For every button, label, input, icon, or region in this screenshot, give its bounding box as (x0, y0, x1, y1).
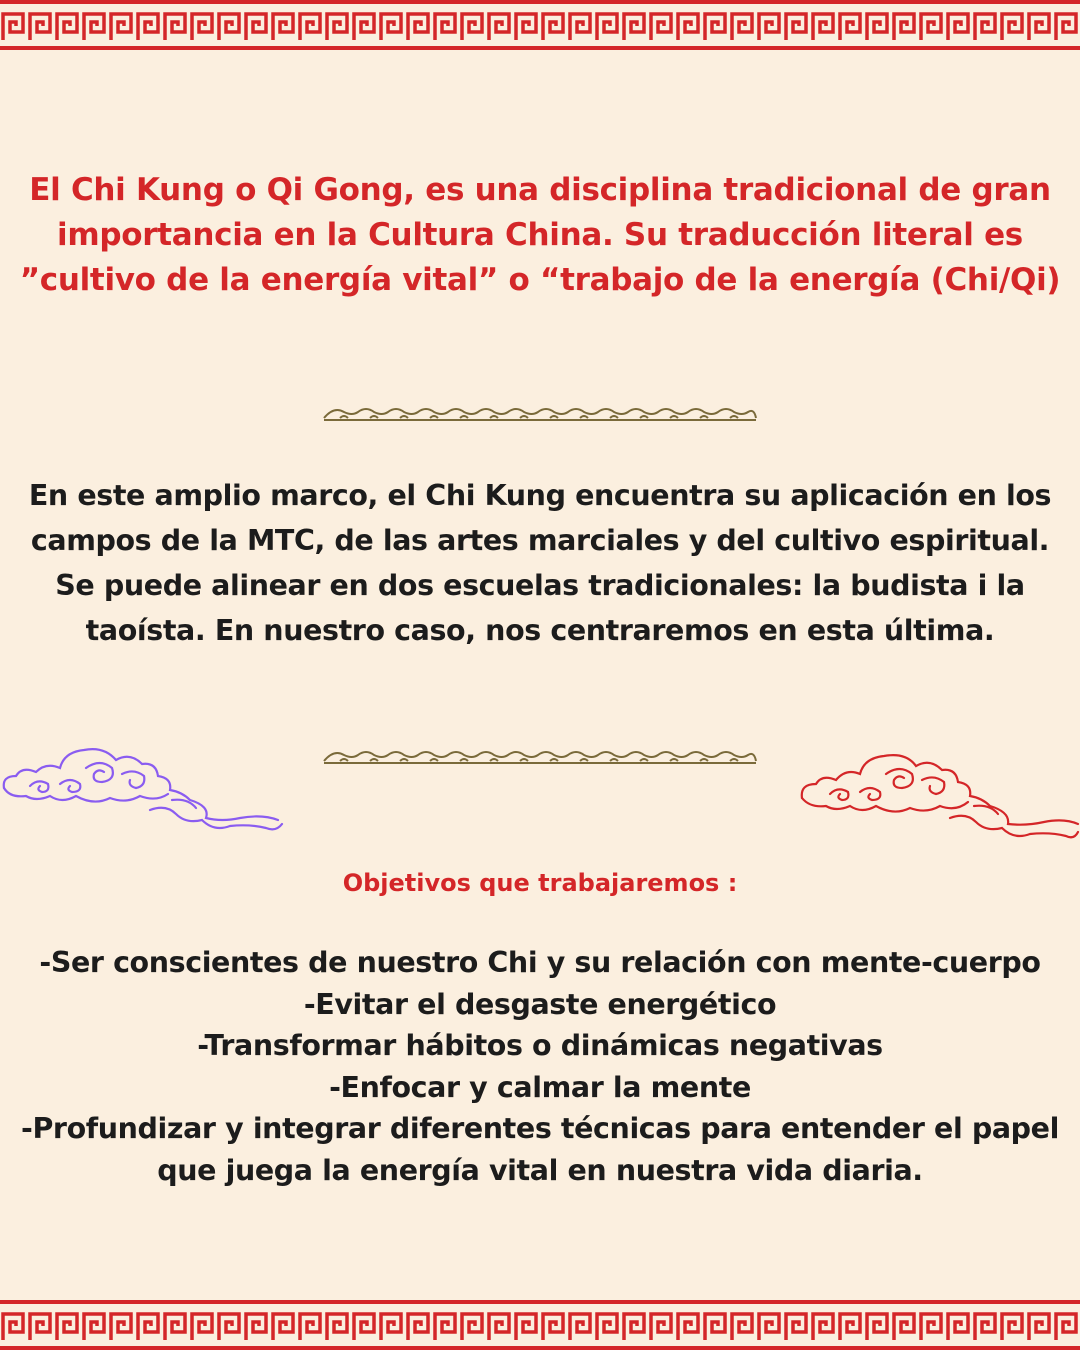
list-item: -Evitar el desgaste energético (303, 987, 777, 1021)
wave-divider-icon (322, 402, 758, 422)
list-item: -Enfocar y calmar la mente (329, 1070, 751, 1104)
bottom-greek-key-border-icon (0, 1300, 1080, 1350)
objectives-list (0, 942, 1080, 1191)
intro-line: ”cultivo de la energía vital” o “trabajo de la energía (Chi/Qi) (19, 262, 1061, 298)
list-item: que juega la energía vital en nuestra vida diaria. (157, 1153, 923, 1187)
framework-paragraph (0, 473, 1080, 653)
wave-divider-icon (322, 745, 758, 765)
list-item: -Profundizar y integrar diferentes técnicas para entender el papel (21, 1112, 1059, 1145)
framework-line: En este amplio marco, el Chi Kung encuentra su aplicación en los (28, 479, 1052, 512)
framework-line: taoísta. En nuestro caso, nos centraremos en esta última. (85, 614, 995, 647)
list-item: -Ser conscientes de nuestro Chi y su relación con mente-cuerpo (39, 946, 1041, 979)
objectives-heading: Objetivos que trabajaremos : (342, 869, 738, 897)
intro-paragraph (0, 168, 1080, 303)
cloud-icon (798, 740, 1080, 850)
framework-line: campos de la MTC, de las artes marciales y del cultivo espiritual. (30, 524, 1050, 557)
intro-line: El Chi Kung o Qi Gong, es una disciplina tradicional de gran (29, 172, 1051, 208)
cloud-icon (0, 740, 285, 840)
framework-line: Se puede alinear en dos escuelas tradicionales: la budista i la (55, 569, 1025, 602)
list-item: -Transformar hábitos o dinámicas negativas (197, 1029, 883, 1062)
intro-line: importancia en la Cultura China. Su traducción literal es (57, 217, 1023, 253)
top-greek-key-border-icon (0, 0, 1080, 50)
